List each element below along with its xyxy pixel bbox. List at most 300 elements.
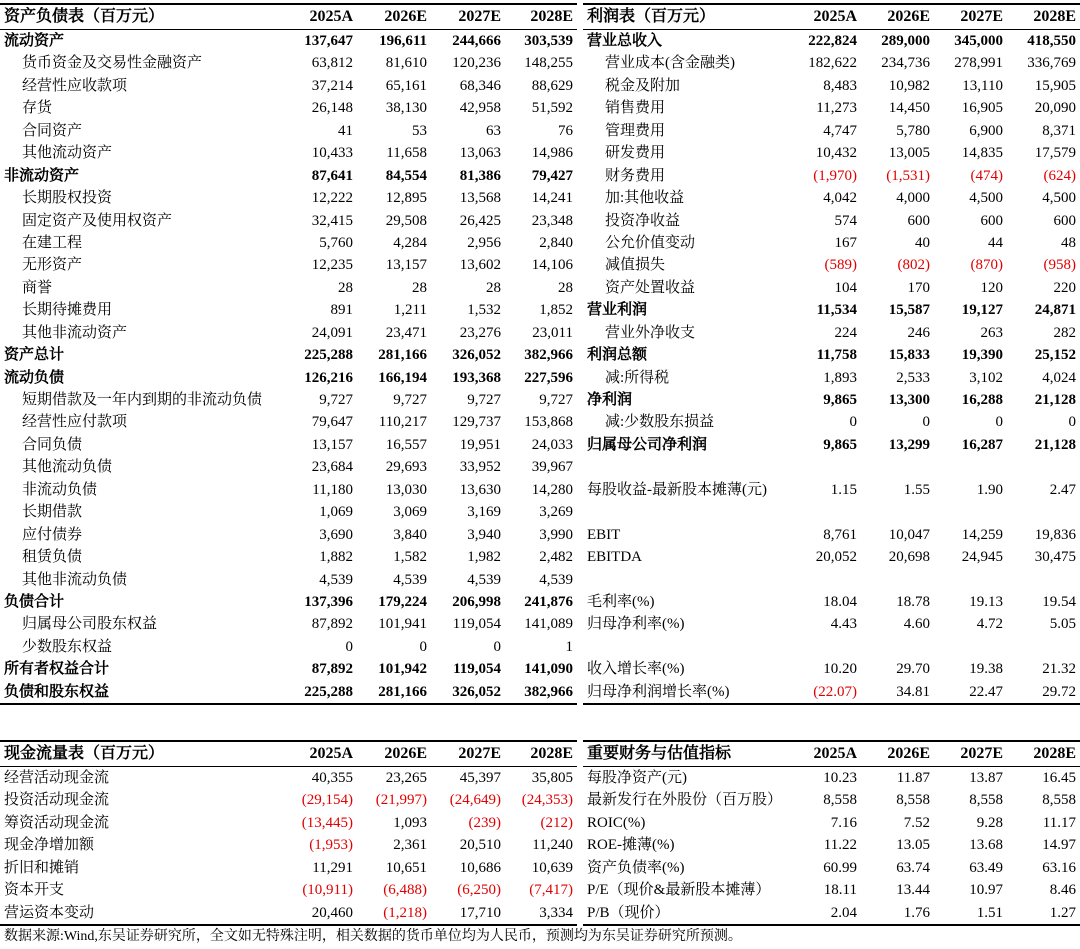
row-value: 246 xyxy=(907,324,930,341)
row-value: 34.81 xyxy=(896,683,930,700)
row-value: 119,054 xyxy=(452,616,501,633)
year-2028e: 2028E xyxy=(530,745,573,762)
row-value: 37,214 xyxy=(311,77,353,94)
row-value: 38,130 xyxy=(385,100,427,117)
row-label: 每股收益-最新股本摊薄(元) xyxy=(587,481,767,498)
row-value: 0 xyxy=(922,414,930,431)
row-value: 65,161 xyxy=(385,77,427,94)
row-value: (1,218) xyxy=(383,904,427,921)
row-value: (212) xyxy=(540,814,573,831)
row-label: P/B（现价） xyxy=(587,904,670,921)
row-value: 10,686 xyxy=(459,859,501,876)
row-value: 1.76 xyxy=(903,904,930,921)
row-label: 最新发行在外股份（百万股） xyxy=(587,792,783,809)
row-value: 1,852 xyxy=(539,302,573,319)
row-value: 9,727 xyxy=(467,392,501,408)
row-value: 1.27 xyxy=(1049,904,1076,921)
row-value: (1,953) xyxy=(309,837,353,854)
row-value: (802) xyxy=(897,257,930,274)
row-value: 4.43 xyxy=(830,616,857,633)
row-value: 14,280 xyxy=(531,481,573,498)
row-value: 10,982 xyxy=(888,77,930,94)
row-value: 7.16 xyxy=(830,814,857,831)
row-value: 0 xyxy=(1068,414,1076,431)
row-label: 研发费用 xyxy=(605,145,666,162)
row-value: 4,539 xyxy=(467,571,501,588)
income-statement-header xyxy=(583,3,1080,30)
row-value: 13,568 xyxy=(459,190,501,207)
row-value: 278,991 xyxy=(954,55,1003,72)
row-label: 合同负债 xyxy=(22,436,83,453)
row-value: 60.99 xyxy=(823,859,857,876)
row-value: 8,558 xyxy=(969,792,1003,809)
row-value: 20,460 xyxy=(311,904,353,921)
cash-flow-table xyxy=(0,740,577,926)
balance-sheet-header xyxy=(0,3,577,30)
row-value: 14,835 xyxy=(961,145,1003,162)
row-value xyxy=(1007,569,1080,591)
row-value: 29.72 xyxy=(1042,683,1076,700)
row-label: 现金净增加额 xyxy=(4,837,95,854)
row-value: 53 xyxy=(412,122,427,139)
row-value: 220 xyxy=(1053,279,1076,296)
row-value: 24,945 xyxy=(961,549,1003,566)
row-label: ROE-摊薄(%) xyxy=(587,837,675,854)
row-value: 33,952 xyxy=(459,459,501,476)
row-value: 28 xyxy=(412,279,427,296)
row-value: 28 xyxy=(486,279,501,296)
row-value xyxy=(788,569,861,591)
row-value: 13,602 xyxy=(459,257,501,274)
row-label: 非流动资产 xyxy=(4,167,80,184)
cash-flow-body xyxy=(0,767,577,926)
balance-sheet-table xyxy=(0,3,577,705)
row-value: 9,865 xyxy=(823,436,857,453)
row-value: 79,647 xyxy=(311,414,353,431)
row-value: 110,217 xyxy=(378,414,427,431)
row-label xyxy=(583,636,788,658)
row-value: 101,942 xyxy=(378,661,427,678)
row-value: 8,558 xyxy=(823,792,857,809)
row-value: 79,427 xyxy=(531,167,573,184)
row-value: 336,769 xyxy=(1027,55,1076,72)
cash-flow-header xyxy=(0,740,577,767)
row-value: 227,596 xyxy=(524,369,573,386)
row-value: 22.47 xyxy=(969,683,1003,700)
row-value: 15,587 xyxy=(888,302,930,319)
row-label: 在建工程 xyxy=(22,234,83,251)
row-value: 11,180 xyxy=(312,481,353,498)
row-value: 41 xyxy=(338,122,353,139)
row-value: 24,091 xyxy=(311,324,353,341)
year-2025a: 2025A xyxy=(309,8,353,25)
row-value: 891 xyxy=(330,302,353,319)
row-value: 234,736 xyxy=(881,55,930,72)
row-value: 8,558 xyxy=(896,792,930,809)
row-value: 32,415 xyxy=(311,212,353,229)
row-value: 1,211 xyxy=(393,302,427,319)
row-value xyxy=(1007,636,1080,658)
key-indicators-table xyxy=(583,740,1080,926)
row-value: 225,288 xyxy=(304,683,353,700)
row-value: 0 xyxy=(493,638,501,655)
row-value: 4,284 xyxy=(393,234,427,251)
row-value: 1,093 xyxy=(393,814,427,831)
row-value: 13,110 xyxy=(962,77,1003,94)
row-value: 574 xyxy=(834,212,857,229)
row-value: 13,005 xyxy=(888,145,930,162)
row-value xyxy=(1007,501,1080,523)
row-value: 40,355 xyxy=(311,770,353,786)
row-label: 毛利率(%) xyxy=(587,593,655,610)
row-label: 负债和股东权益 xyxy=(4,683,110,700)
year-2025a: 2025A xyxy=(309,745,353,762)
row-label: 非流动负债 xyxy=(22,481,98,498)
row-value: 3,990 xyxy=(539,526,573,543)
row-value: 382,966 xyxy=(524,683,573,700)
row-value: 129,737 xyxy=(452,414,501,431)
row-label: 资产处置收益 xyxy=(605,279,696,296)
row-value: 2,482 xyxy=(539,549,573,566)
row-value: 23,276 xyxy=(459,324,501,341)
row-value: 19.13 xyxy=(969,593,1003,610)
row-value: 170 xyxy=(907,279,930,296)
key-indicators-title: 重要财务与估值指标 xyxy=(587,745,732,762)
row-value: (6,488) xyxy=(383,882,427,899)
row-value: 10,047 xyxy=(888,526,930,543)
row-value: 11.87 xyxy=(896,770,930,786)
row-value: 10,639 xyxy=(531,859,573,876)
row-value: 4.72 xyxy=(976,616,1003,633)
row-value: 263 xyxy=(980,324,1003,341)
row-label: 筹资活动现金流 xyxy=(4,814,110,831)
row-value: 19.38 xyxy=(969,661,1003,678)
row-value: 0 xyxy=(995,414,1003,431)
row-value: 63,812 xyxy=(311,55,353,72)
row-value: 8,483 xyxy=(823,77,857,94)
row-value: 0 xyxy=(345,638,353,655)
row-label: 归属母公司股东权益 xyxy=(22,616,158,633)
row-value: 10.20 xyxy=(823,661,857,678)
row-value: 10.97 xyxy=(969,882,1003,899)
row-value: 303,539 xyxy=(524,33,573,49)
row-value: 13,030 xyxy=(385,481,427,498)
row-value: 20,510 xyxy=(459,837,501,854)
row-value: 39,967 xyxy=(531,459,573,476)
row-value: 141,090 xyxy=(524,661,573,678)
row-value: 19,836 xyxy=(1034,526,1076,543)
row-value: 16,905 xyxy=(961,100,1003,117)
row-value xyxy=(788,501,861,523)
row-label: EBIT xyxy=(587,526,621,543)
row-value: 63.16 xyxy=(1042,859,1076,876)
row-value: 19,127 xyxy=(961,302,1003,319)
year-2026e: 2026E xyxy=(384,745,427,762)
row-value: 4,539 xyxy=(319,571,353,588)
row-value: 11,534 xyxy=(816,302,857,319)
row-value: 30,475 xyxy=(1034,549,1076,566)
row-value: 25,152 xyxy=(1034,347,1076,364)
row-value xyxy=(861,456,934,478)
year-2026e: 2026E xyxy=(384,8,427,25)
row-value: 16,287 xyxy=(961,436,1003,453)
row-value: 3,102 xyxy=(969,369,1003,386)
row-value xyxy=(861,636,934,658)
row-value: 26,148 xyxy=(311,100,353,117)
row-value: 1,893 xyxy=(823,369,857,386)
row-value: 1,069 xyxy=(319,504,353,521)
row-value: 88,629 xyxy=(531,77,573,94)
row-value: 24,033 xyxy=(531,436,573,453)
row-value: 10,651 xyxy=(385,859,427,876)
row-value: 2.04 xyxy=(830,904,857,921)
row-label: 存货 xyxy=(22,100,53,117)
row-label: P/E（现价&最新股本摊薄） xyxy=(587,882,771,899)
row-value: 196,611 xyxy=(379,33,427,49)
row-value: 42,958 xyxy=(459,100,501,117)
row-value: 153,868 xyxy=(524,414,573,431)
row-value: 2,533 xyxy=(896,369,930,386)
row-value: 11.17 xyxy=(1042,814,1076,831)
row-label: ROIC(%) xyxy=(587,814,646,831)
row-value: 8,761 xyxy=(823,526,857,543)
row-value: 8,558 xyxy=(1042,792,1076,809)
row-value: 3,940 xyxy=(467,526,501,543)
row-value: 10,432 xyxy=(815,145,857,162)
row-label: 收入增长率(%) xyxy=(587,661,685,678)
row-value: 15,833 xyxy=(888,347,930,364)
row-value: 4,024 xyxy=(1042,369,1076,386)
row-label: 长期待摊费用 xyxy=(22,302,113,319)
row-value: (24,353) xyxy=(521,792,573,809)
row-value: 4,500 xyxy=(1042,190,1076,207)
row-value: 0 xyxy=(419,638,427,655)
row-label xyxy=(583,569,788,591)
row-value: 600 xyxy=(980,212,1003,229)
row-value: 137,396 xyxy=(304,593,353,610)
row-label: 商誉 xyxy=(22,279,53,296)
row-label xyxy=(583,501,788,523)
row-value: 13,157 xyxy=(385,257,427,274)
row-value: 179,224 xyxy=(378,593,427,610)
row-label: 所有者权益合计 xyxy=(4,661,110,678)
row-value xyxy=(788,636,861,658)
row-value: 4,539 xyxy=(393,571,427,588)
row-label: 其他流动资产 xyxy=(22,145,113,162)
row-value xyxy=(934,636,1007,658)
row-value: 11,758 xyxy=(816,347,857,364)
row-label: 营运资本变动 xyxy=(4,904,95,921)
row-value: 120 xyxy=(980,279,1003,296)
row-label: 每股净资产(元) xyxy=(587,770,687,786)
row-value: 76 xyxy=(558,122,573,139)
row-label: 资本开支 xyxy=(4,882,65,899)
row-label: 减值损失 xyxy=(605,257,666,274)
row-value: 28 xyxy=(338,279,353,296)
row-value: 345,000 xyxy=(954,33,1003,49)
row-value: 2,361 xyxy=(393,837,427,854)
row-value: (624) xyxy=(1043,167,1076,184)
row-value: (6,250) xyxy=(457,882,501,899)
row-value: 3,069 xyxy=(393,504,427,521)
row-value: (1,970) xyxy=(813,167,857,184)
row-value: 18.78 xyxy=(896,593,930,610)
row-value: 13,157 xyxy=(311,436,353,453)
year-2028e: 2028E xyxy=(1033,745,1076,762)
row-value: 13,299 xyxy=(888,436,930,453)
row-value: 3,690 xyxy=(319,526,353,543)
row-value: 9,727 xyxy=(319,392,353,408)
row-value: (10,911) xyxy=(302,882,353,899)
row-value xyxy=(788,456,861,478)
row-value xyxy=(861,501,934,523)
row-value: 11,240 xyxy=(532,837,573,854)
year-2027e: 2027E xyxy=(458,8,501,25)
row-label: 投资活动现金流 xyxy=(4,792,110,809)
row-value: 9,727 xyxy=(539,392,573,408)
row-value: 225,288 xyxy=(304,347,353,364)
row-value: 2.47 xyxy=(1049,481,1076,498)
row-label: 管理费用 xyxy=(605,122,666,139)
row-value: 167 xyxy=(834,234,857,251)
year-2028e: 2028E xyxy=(1033,8,1076,25)
row-value: 104 xyxy=(834,279,857,296)
row-value: 4,747 xyxy=(823,122,857,139)
row-value: 241,876 xyxy=(524,593,573,610)
row-value: 68,346 xyxy=(459,77,501,94)
balance-sheet-body xyxy=(0,30,577,705)
row-value: (22.07) xyxy=(813,683,857,700)
row-value: (21,997) xyxy=(375,792,427,809)
row-label: 经营性应付款项 xyxy=(22,414,128,431)
row-label: 合同资产 xyxy=(22,122,83,139)
row-value: 23,348 xyxy=(531,212,573,229)
row-value: 29,693 xyxy=(385,459,427,476)
row-value: 141,089 xyxy=(524,616,573,633)
row-value: 23,265 xyxy=(385,770,427,786)
row-value: 13.44 xyxy=(896,882,930,899)
income-statement-body xyxy=(583,30,1080,705)
row-label: 营业成本(含金融类) xyxy=(605,55,735,72)
row-value: 19.54 xyxy=(1042,593,1076,610)
row-value: 20,090 xyxy=(1034,100,1076,117)
row-label xyxy=(583,456,788,478)
row-value: 29.70 xyxy=(896,661,930,678)
row-value: 9,865 xyxy=(823,392,857,408)
row-value: 418,550 xyxy=(1027,33,1076,49)
row-label: 资产负债率(%) xyxy=(587,859,685,876)
cash-flow-title: 现金流量表（百万元） xyxy=(4,745,165,762)
row-value: (1,531) xyxy=(886,167,930,184)
row-value: 20,698 xyxy=(888,549,930,566)
row-value: 13,630 xyxy=(459,481,501,498)
row-value: 10,433 xyxy=(311,145,353,162)
row-label: 投资净收益 xyxy=(605,212,681,229)
row-value: 14,241 xyxy=(531,190,573,207)
key-indicators-header xyxy=(583,740,1080,767)
row-value: 7.52 xyxy=(903,814,930,831)
row-label: 公允价值变动 xyxy=(605,234,696,251)
row-value: 21,128 xyxy=(1034,436,1076,453)
row-value: 87,641 xyxy=(311,167,353,184)
row-label: 营业总收入 xyxy=(587,33,663,49)
row-value: 17,710 xyxy=(459,904,501,921)
row-value: 15,905 xyxy=(1034,77,1076,94)
row-label: 归母净利率(%) xyxy=(587,616,685,633)
row-value xyxy=(934,456,1007,478)
row-value: 12,235 xyxy=(311,257,353,274)
row-value xyxy=(1007,456,1080,478)
row-value: 81,386 xyxy=(459,167,501,184)
row-value: 244,666 xyxy=(452,33,501,49)
row-label: 资产总计 xyxy=(4,347,65,364)
year-2027e: 2027E xyxy=(960,745,1003,762)
row-value: (589) xyxy=(824,257,857,274)
row-label: 加:其他收益 xyxy=(605,190,685,207)
row-label: 长期股权投资 xyxy=(22,190,113,207)
source-footnote: 数据来源:Wind,东吴证券研究所，全文如无特殊注明，相关数据的货币单位均为人民币，预测均为东吴证券研究所预测。 xyxy=(4,929,742,944)
row-value: 1,982 xyxy=(467,549,501,566)
row-value: 14,986 xyxy=(531,145,573,162)
row-value: 1.15 xyxy=(830,481,857,498)
row-value: 1,532 xyxy=(467,302,501,319)
row-value: 137,647 xyxy=(304,33,353,49)
income-statement-table xyxy=(583,3,1080,705)
row-value: 13.87 xyxy=(969,770,1003,786)
row-value: 5.05 xyxy=(1049,616,1076,633)
row-value: 40 xyxy=(915,234,930,251)
row-value xyxy=(934,501,1007,523)
row-value: 14.97 xyxy=(1042,837,1076,854)
row-label: 经营性应收款项 xyxy=(22,77,128,94)
income-statement-title: 利润表（百万元） xyxy=(587,8,716,25)
row-value: 11,658 xyxy=(386,145,427,162)
row-label: 货币资金及交易性金融资产 xyxy=(22,55,203,72)
row-value xyxy=(861,569,934,591)
row-value: 3,269 xyxy=(539,504,573,521)
row-value: 9,727 xyxy=(393,392,427,408)
row-value: 20,052 xyxy=(815,549,857,566)
year-2026e: 2026E xyxy=(887,8,930,25)
row-value: 289,000 xyxy=(881,33,930,49)
row-value: 1.51 xyxy=(976,904,1003,921)
row-label: 减:少数股东损益 xyxy=(605,414,715,431)
row-value: 282 xyxy=(1053,324,1076,341)
row-label: 应付债券 xyxy=(22,526,83,543)
row-value: 281,166 xyxy=(378,347,427,364)
row-value: 1,582 xyxy=(393,549,427,566)
row-value: 5,760 xyxy=(319,234,353,251)
year-2026e: 2026E xyxy=(887,745,930,762)
row-value: 23,471 xyxy=(385,324,427,341)
row-value: 23,011 xyxy=(532,324,573,341)
row-value: 11,273 xyxy=(816,100,857,117)
row-label: 营业利润 xyxy=(587,302,648,319)
row-label: 负债合计 xyxy=(4,593,65,610)
row-value: 14,106 xyxy=(531,257,573,274)
row-value: 63.74 xyxy=(896,859,930,876)
row-value: (7,417) xyxy=(529,882,573,899)
row-label: 减:所得税 xyxy=(605,369,670,386)
row-value: 13.68 xyxy=(969,837,1003,854)
row-value: 1 xyxy=(565,638,573,655)
row-label: 税金及附加 xyxy=(605,77,681,94)
row-value: 101,941 xyxy=(378,616,427,633)
row-value: 326,052 xyxy=(452,683,501,700)
row-label: 经营活动现金流 xyxy=(4,770,110,786)
row-label: 固定资产及使用权资产 xyxy=(22,212,173,229)
row-label: 流动负债 xyxy=(4,369,65,386)
